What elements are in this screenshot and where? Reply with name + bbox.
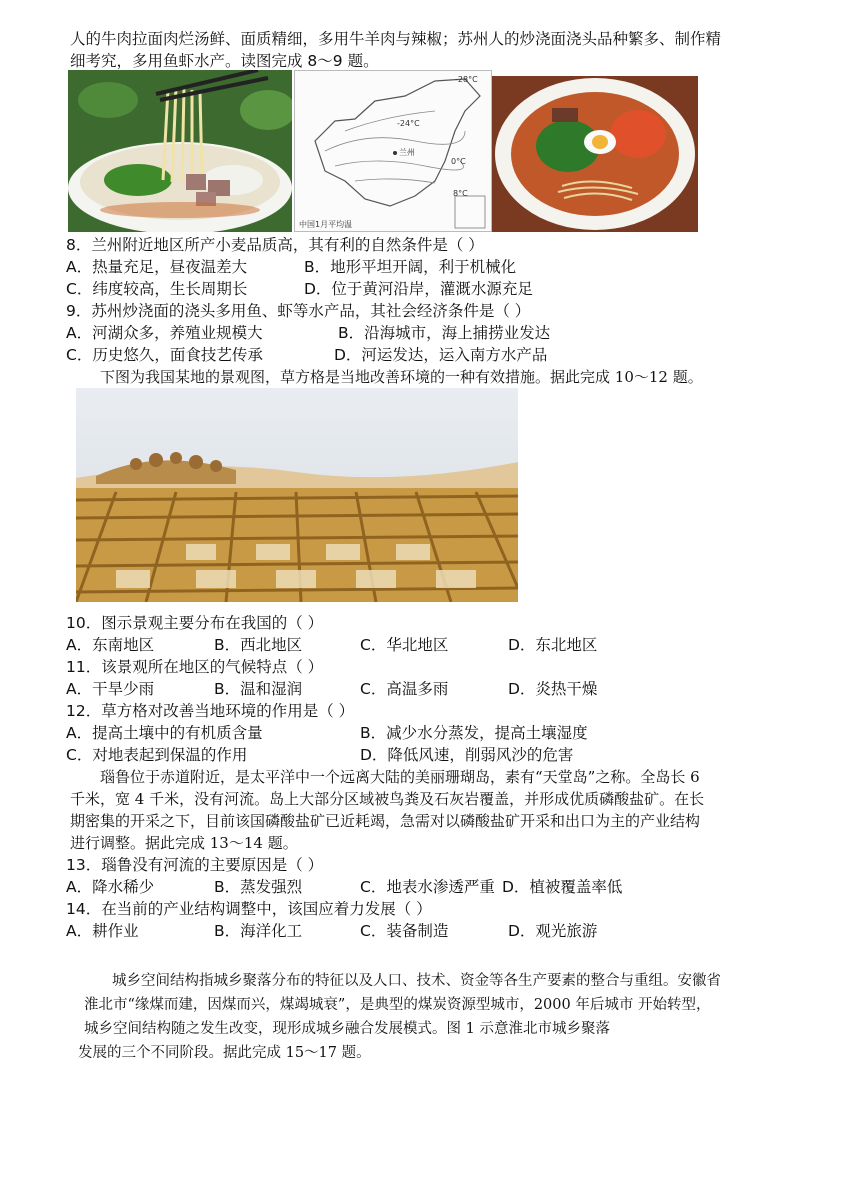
- q10-option-b[interactable]: B．西北地区: [214, 636, 303, 654]
- q8-option-c[interactable]: C．纬度较高，生长周期长: [66, 280, 248, 298]
- q13-stem: 13．瑙鲁没有河流的主要原因是（ ）: [66, 856, 324, 874]
- lanzhou-noodle-photo: [68, 70, 292, 232]
- q14-stem: 14．在当前的产业结构调整中，该国应着力发展（ ）: [66, 900, 432, 918]
- q11-option-d[interactable]: D．炎热干燥: [508, 680, 598, 698]
- q9-option-c[interactable]: C．历史悠久，面食技艺传承: [66, 346, 263, 364]
- map-caption: 中国1月平均温: [299, 220, 353, 229]
- q12-option-a[interactable]: A．提高土壤中的有机质含量: [66, 724, 263, 742]
- passage-4-line-1: 城乡空间结构指城乡聚落分布的特征以及人口、技术、资金等各生产要素的整合与重组。安徽省: [112, 973, 721, 989]
- q8-option-b[interactable]: B．地形平坦开阔，利于机械化: [304, 258, 517, 276]
- china-january-temperature-map: [294, 70, 492, 232]
- map-label-lanzhou: 兰州: [399, 148, 415, 157]
- map-label-8c: 8°C: [453, 189, 468, 198]
- q11-stem: 11．该景观所在地区的气候特点（ ）: [66, 658, 324, 676]
- q14-option-a[interactable]: A．耕作业: [66, 922, 139, 940]
- q14-option-d[interactable]: D．观光旅游: [508, 922, 598, 940]
- q11-option-b[interactable]: B．温和湿润: [214, 680, 303, 698]
- q10-stem: 10．图示景观主要分布在我国的（ ）: [66, 614, 324, 632]
- q9-stem: 9．苏州炒浇面的浇头多用鱼、虾等水产品，其社会经济条件是（ ）: [66, 302, 531, 320]
- q13-option-c[interactable]: C．地表水渗透严重: [360, 878, 495, 896]
- q12-option-c[interactable]: C．对地表起到保温的作用: [66, 746, 248, 764]
- q10-option-c[interactable]: C．华北地区: [360, 636, 449, 654]
- q9-option-a[interactable]: A．河湖众多，养殖业规模大: [66, 324, 263, 342]
- passage-4-line-4: 发展的三个不同阶段。据此完成 15～17 题。: [78, 1045, 371, 1061]
- suzhou-noodle-photo: [492, 76, 698, 232]
- intro-line-2: 细考究，多用鱼虾水产。读图完成 8～9 题。: [70, 52, 379, 70]
- q13-option-a[interactable]: A．降水稀少: [66, 878, 155, 896]
- map-label-0c: 0°C: [451, 157, 466, 166]
- q14-option-b[interactable]: B．海洋化工: [214, 922, 303, 940]
- q8-option-a[interactable]: A．热量充足，昼夜温差大: [66, 258, 248, 276]
- passage-3-line-4: 进行调整。据此完成 13～14 题。: [70, 834, 298, 852]
- q12-option-b[interactable]: B．减少水分蒸发，提高土壤湿度: [360, 724, 588, 742]
- q12-stem: 12．草方格对改善当地环境的作用是（ ）: [66, 702, 355, 720]
- straw-checkerboard-photo: [76, 388, 518, 602]
- q10-option-a[interactable]: A．东南地区: [66, 636, 155, 654]
- q12-option-d[interactable]: D．降低风速，削弱风沙的危害: [360, 746, 574, 764]
- map-label-minus24: -24°C: [397, 119, 420, 128]
- passage-4-line-2: 淮北市“缘煤而建，因煤而兴，煤竭城衰”，是典型的煤炭资源型城市，2000 年后城市 开始转型，: [84, 997, 711, 1013]
- map-label-minus28: -28°C: [455, 75, 478, 84]
- passage-3-line-3: 期密集的开采之下，目前该国磷酸盐矿已近耗竭，急需对以磷酸盐矿开采和出口为主的产业结构: [70, 812, 701, 830]
- q9-option-d[interactable]: D．河运发达，运入南方水产品: [334, 346, 548, 364]
- q9-option-b[interactable]: B．沿海城市，海上捕捞业发达: [338, 324, 551, 342]
- q8-option-d[interactable]: D．位于黄河沿岸，灌溉水源充足: [304, 280, 533, 298]
- q13-option-d[interactable]: D．植被覆盖率低: [502, 878, 623, 896]
- passage-3-line-2: 千米，宽 4 千米，没有河流。岛上大部分区域被鸟粪及石灰岩覆盖，并形成优质磷酸盐矿。在长: [70, 790, 705, 808]
- passage-2: 下图为我国某地的景观图，草方格是当地改善环境的一种有效措施。据此完成 10～12 题。: [100, 368, 703, 386]
- intro-line-1: 人的牛肉拉面肉烂汤鲜、面质精细，多用牛羊肉与辣椒；苏州人的炒浇面浇头品种繁多、制作精: [70, 30, 722, 48]
- q10-option-d[interactable]: D．东北地区: [508, 636, 598, 654]
- q13-option-b[interactable]: B．蒸发强烈: [214, 878, 303, 896]
- q11-option-c[interactable]: C．高温多雨: [360, 680, 449, 698]
- q8-stem: 8．兰州附近地区所产小麦品质高，其有利的自然条件是（ ）: [66, 236, 484, 254]
- q14-option-c[interactable]: C．装备制造: [360, 922, 449, 940]
- q11-option-a[interactable]: A．干旱少雨: [66, 680, 155, 698]
- passage-4-line-3: 城乡空间结构随之发生改变，现形成城乡融合发展模式。图 1 示意淮北市城乡聚落: [84, 1021, 610, 1037]
- passage-3-line-1: 瑙鲁位于赤道附近，是太平洋中一个远离大陆的美丽珊瑚岛，素有“天堂岛”之称。全岛长 6: [100, 768, 700, 786]
